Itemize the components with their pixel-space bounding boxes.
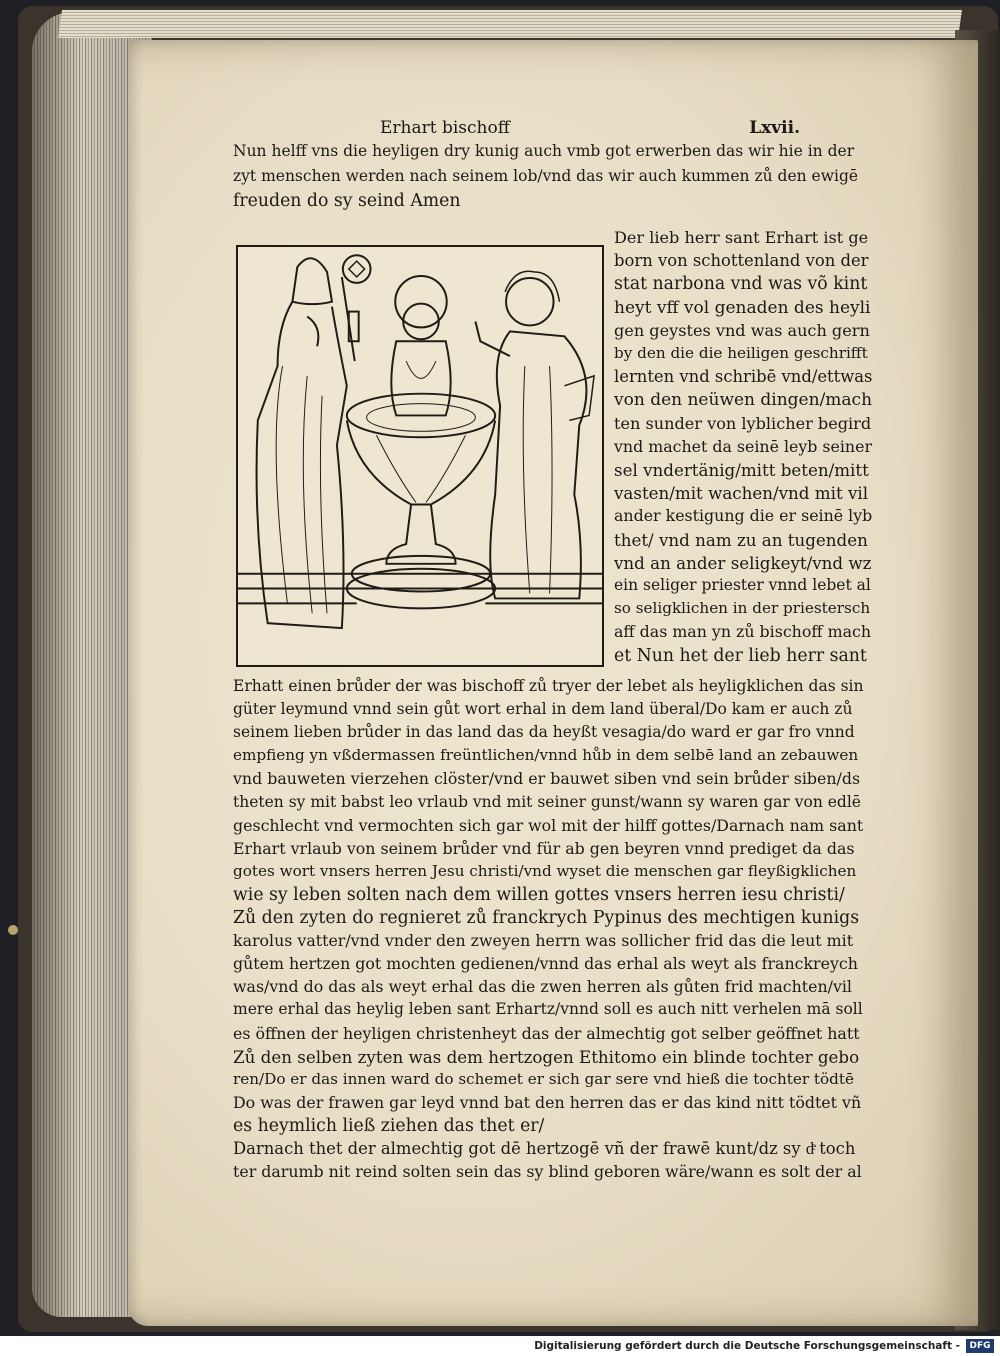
body-text-line: vnd bauweten vierzehen clöster/vnd er bauwet siben vnd sein brůder siben/ds [233,769,861,789]
dfg-logo: DFG [966,1339,994,1353]
body-text-line: güter leymund vnnd sein gůt wort erhal in dem land überal/Do kam er auch zů [233,700,853,719]
side-text-line: ein seliger priester vnnd lebet al [614,576,871,594]
body-text-line: Erhart vrlaub von seinem brůder vnd für ab gen beyren vnnd prediget da das [233,838,855,858]
body-text-line: Zů den selben zyten was dem hertzogen Ethitomo ein blinde tochter gebo [233,1046,860,1067]
body-text-line: gůtem hertzen got mochten gedienen/vnnd das erhal als weyt als franckreych [233,954,858,974]
top-text-line: Nun helff vns die heyligen dry kunig auch vmb got erwerben das wir hie in der [233,142,855,160]
body-text-line: mere erhal das heylig leben sant Erhartz/vnnd soll es auch nitt verhelen mā soll [233,1000,863,1019]
running-head-title: Erhart bischoff [380,118,510,138]
body-text-line: wie sy leben solten nach dem willen gottes vnsers herren iesu christi/ [233,884,845,905]
clasp-pin [8,925,18,935]
side-text-line: heyt vff vol genaden des heyli [614,297,871,318]
top-text-line: freuden do sy seind Amen [233,191,461,211]
side-text-line: Der lieb herr sant Erhart ist ge [614,228,869,247]
body-text-line: empfieng yn vßdermassen freüntlichen/vnnd hůb in dem selbē land an zebauwen [233,746,859,765]
body-text-line: Darnach thet der almechtig got dē hertzogē vñ der frawē kunt/dz sy dͤ toch [233,1139,856,1158]
woodcut-baptism-scene [238,247,602,665]
side-text-line: vasten/mit wachen/vnd mit vil [614,483,869,504]
side-text-line: stat narbona vnd was võ kint [614,274,868,295]
woodcut-illustration [236,245,604,667]
body-text-line: geschlecht vnd vermochten sich gar wol mit der hilff gottes/Darnach nam sant [233,815,864,835]
body-text-line: theten sy mit babst leo vrlaub vnd mit seiner gunst/wann sy waren gar von edlē [233,792,861,811]
body-text-line: es öffnen der heyligen christenheyt das der almechtig got selber geöffnet hatt [233,1023,860,1043]
side-text-line: ander kestigung die er seinē lyb [614,506,873,526]
body-text-line: ren/Do er das innen ward do schemet er sich gar sere vnd hieß die tochter tödtē [233,1069,854,1088]
side-text-line: et Nun het der lieb herr sant [614,645,867,666]
side-text-line: von den neüwen dingen/mach [614,390,873,411]
body-text-line: Erhatt einen brůder der was bischoff zů tryer der lebet als heyligklichen das sin [233,677,864,695]
side-text-line: by den die die heiligen geschrifft [614,344,868,362]
side-text-line: vnd machet da seinē leyb seiner [614,436,873,456]
body-text-line: karolus vatter/vnd vnder den zweyen herrn was sollicher frid das die leut mit [233,931,854,951]
body-text-line: Zů den zyten do regnieret zů franckrych Pypinus des mechtigen kunigs [233,908,860,928]
side-text-line: thet/ vnd nam zu an tugenden [614,529,868,550]
footer-bar [0,1336,1000,1356]
body-text-line: ter darumb nit reind solten sein das sy blind geboren wäre/wann es solt der al [233,1162,862,1182]
side-text-line: so seligklichen in der priestersch [614,599,871,618]
side-text-line: sel vndertänig/mitt beten/mitt [614,460,869,480]
side-text-line: born von schottenland von der [614,251,869,271]
top-page-edges [58,10,962,38]
side-text-line: lernten vnd schribē vnd/ettwas [614,367,873,387]
top-text-line: zyt menschen werden nach seinem lob/vnd das wir auch kummen zů den ewigē [233,166,859,185]
body-text-line: seinem lieben brůder in das land das da heyßt vesagia/do ward er gar fro vnnd [233,723,855,742]
side-text-line: aff das man yn zů bischoff mach [614,622,872,642]
folio-number: Lxvii. [749,118,800,138]
running-header [380,118,800,142]
body-text-line: es heymlich ließ ziehen das thet er/ [233,1115,545,1136]
side-text-line: vnd an ander seligkeyt/vnd wz [614,552,872,573]
side-text-line: gen geystes vnd was auch gern [614,320,870,340]
dfg-credit: Digitalisierung gefördert durch die Deutsche Forschungsgemeinschaft - [534,1340,960,1352]
body-text-line: was/vnd do das als weyt erhal das die zwen herren als gůten frid machten/vil [233,977,852,997]
body-text-line: gotes wort vnsers herren Jesu christi/vnd wyset die menschen gar fleyßigklichen [233,861,857,880]
body-text-line: Do was der frawen gar leyd vnnd bat den herren das er das kind nitt tödtet vñ [233,1092,862,1112]
side-text-line: ten sunder von lyblicher begird [614,413,872,433]
